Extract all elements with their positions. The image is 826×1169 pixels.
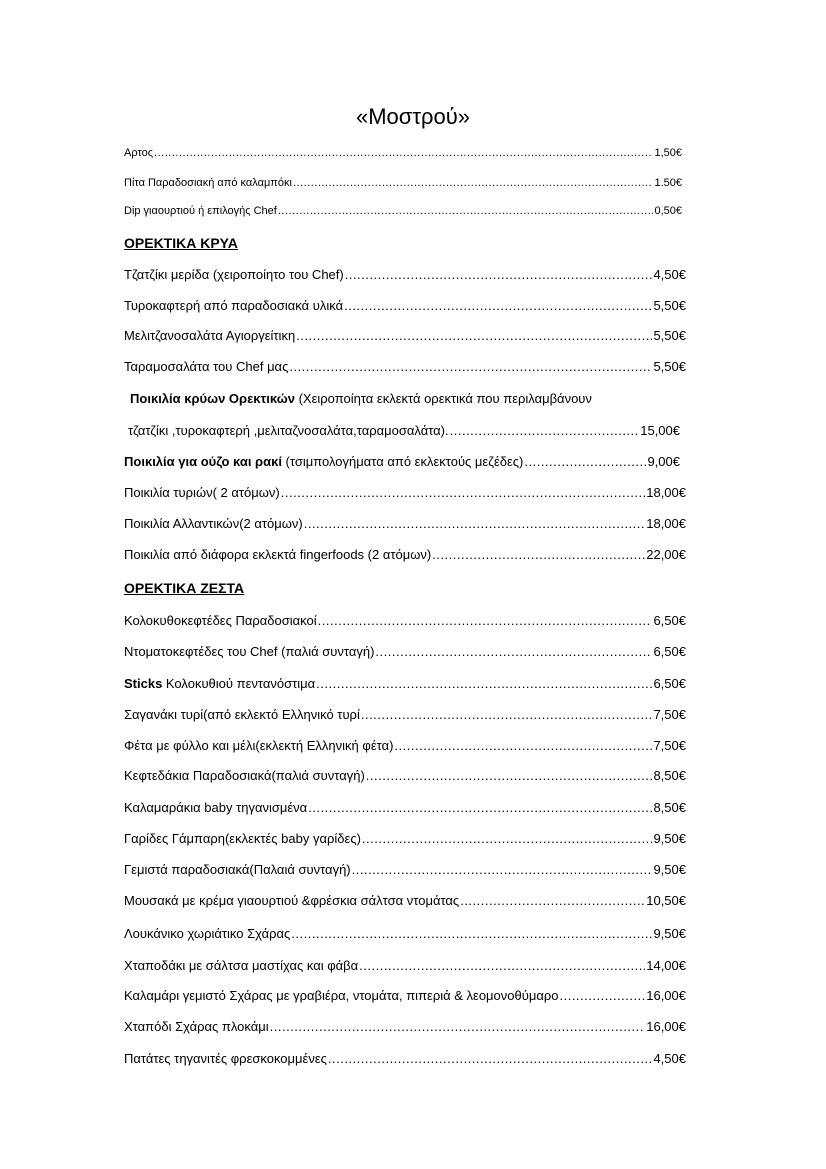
menu-title: «Μοστρού» <box>355 104 471 129</box>
menu-item <box>124 925 686 943</box>
item-price: 5,50€ <box>653 298 686 313</box>
menu-item <box>124 546 686 564</box>
item-name: Αρτος <box>124 147 154 159</box>
leader-dots <box>154 145 653 161</box>
menu-item <box>124 327 686 345</box>
menu-item <box>124 175 682 191</box>
leader-dots <box>291 925 652 943</box>
leader-dots <box>352 861 653 879</box>
item-price: 4,50€ <box>653 267 686 282</box>
leader-dots <box>316 675 652 693</box>
menu-item <box>124 830 686 848</box>
item-name <box>124 453 523 471</box>
leader-dots <box>450 422 640 440</box>
item-name: Τζατζίκι μερίδα (χειροποίητο του Chef) <box>124 267 344 282</box>
menu-item <box>124 358 686 376</box>
item-name: Καλαμάρι γεμιστό Σχάρας με γραβιέρα, ντομάτα, πιπεριά & λεομονοθύμαρο <box>124 988 559 1003</box>
item-name: Ποικιλία Αλλαντικών(2 ατόμων) <box>124 516 303 531</box>
item-price: 22,00€ <box>646 547 686 562</box>
menu-item <box>124 297 686 315</box>
menu-item <box>124 799 686 817</box>
item-price: 5,50€ <box>653 328 686 343</box>
item-name: Γαρίδες Γάμπαρη(εκλεκτές baby γαρίδες) <box>124 831 361 846</box>
menu-item <box>124 145 682 161</box>
leader-dots <box>304 515 646 533</box>
item-name: Μελιτζανοσαλάτα Αγιοργείτικη <box>124 328 296 343</box>
leader-dots <box>375 643 652 661</box>
item-name: Φέτα με φύλλο και μέλι(εκλεκτή Ελληνική φέτα) <box>124 738 394 753</box>
item-name: Ταραμοσαλάτα του Chef μας <box>124 359 289 374</box>
menu-item <box>124 737 686 755</box>
item-price: 6,50€ <box>653 644 686 659</box>
item-price: 6,50€ <box>653 613 686 628</box>
leader-dots <box>394 737 652 755</box>
item-price: 9,50€ <box>653 831 686 846</box>
leader-dots <box>345 266 653 284</box>
item-price: 0,50€ <box>654 205 682 217</box>
item-price: 14,00€ <box>646 958 686 973</box>
item-name: Μουσακά με κρέμα γιαουρτιού &φρέσκια σάλτσα ντομάτας <box>124 893 460 908</box>
menu-item <box>124 861 686 879</box>
leader-dots <box>328 1050 653 1068</box>
item-name: Γεμιστά παραδοσιακά(Παλαιά συνταγή) <box>124 862 351 877</box>
item-name: Dip γιαουρτιού ή επιλογής Chef <box>124 205 277 217</box>
menu-item <box>128 422 680 440</box>
leader-dots <box>278 203 654 219</box>
leader-dots <box>318 612 653 630</box>
platter-description <box>130 390 592 408</box>
menu-item <box>124 706 686 724</box>
menu-item <box>124 675 686 693</box>
section-heading-cold: ΟΡΕΚΤΙΚΑ ΚΡΥΑ <box>124 235 238 251</box>
item-price: 16,00€ <box>646 988 686 1003</box>
menu-item <box>124 203 682 219</box>
leader-dots <box>361 706 653 724</box>
leader-dots <box>296 327 652 345</box>
item-price: 7,50€ <box>653 707 686 722</box>
item-name: Χταποδάκι με σάλτσα μαστίχας και φάβα <box>124 958 359 973</box>
item-price: 9,50€ <box>653 926 686 941</box>
item-price: 9,50€ <box>653 862 686 877</box>
menu-item <box>124 484 686 502</box>
leader-dots <box>289 358 652 376</box>
item-name-rest: Κολοκυθιού πεντανόστιμα <box>162 676 316 691</box>
item-price: 5,50€ <box>653 359 686 374</box>
item-name: Ντοματοκεφτέδες του Chef (παλιά συνταγή) <box>124 644 375 659</box>
item-price: 8,50€ <box>653 800 686 815</box>
menu-item <box>124 892 686 910</box>
item-price: 4,50€ <box>653 1051 686 1066</box>
leader-dots <box>359 957 645 975</box>
item-price: 1,50€ <box>654 147 682 159</box>
menu-item <box>124 266 686 284</box>
item-price: 1.50€ <box>654 177 682 189</box>
leader-dots <box>281 484 646 502</box>
item-price: 7,50€ <box>653 738 686 753</box>
leader-dots <box>559 987 645 1005</box>
menu-item <box>124 612 686 630</box>
leader-dots <box>344 297 652 315</box>
item-name: Πατάτες τηγανιτές φρεσκοκομμένες <box>124 1051 327 1066</box>
item-price: 8,50€ <box>653 768 686 783</box>
item-price: 9,00€ <box>647 454 680 469</box>
item-name-rest: (τσιμπολογήματα από εκλεκτούς μεζέδες) <box>281 454 524 469</box>
leader-dots <box>293 175 654 191</box>
leader-dots <box>270 1018 646 1036</box>
item-name: Τυροκαφτερή από παραδοσιακά υλικά <box>124 298 344 313</box>
leader-dots <box>366 767 653 785</box>
item-name-bold: Sticks <box>124 676 163 691</box>
item-name: Σαγανάκι τυρί(από εκλεκτό Ελληνικό τυρί <box>124 707 360 722</box>
leader-dots <box>362 830 653 848</box>
item-name: Κολοκυθοκεφτέδες Παραδοσιακοί <box>124 613 317 628</box>
item-name: Ποικιλία από διάφορα εκλεκτά fingerfoods (2 ατόμων) <box>124 547 432 562</box>
platter-description-text: (Χειροποίητα εκλεκτά ορεκτικά που περιλαμβάνουν <box>294 391 592 406</box>
item-name: Κεφτεδάκια Παραδοσιακά(παλιά συνταγή) <box>124 768 365 783</box>
leader-dots <box>524 453 646 471</box>
menu-item <box>124 767 686 785</box>
item-name-bold: Ποικιλία για ούζο και ρακί <box>124 454 282 469</box>
menu-item <box>124 1018 686 1036</box>
item-name <box>124 675 315 693</box>
item-name: Ποικιλία τυριών( 2 ατόμων) <box>124 485 280 500</box>
item-price: 18,00€ <box>646 485 686 500</box>
item-name: Χταπόδι Σχάρας πλοκάμι <box>124 1019 269 1034</box>
section-heading-hot: ΟΡΕΚΤΙΚΑ ΖΕΣΤΑ <box>124 580 245 596</box>
menu-item <box>124 515 686 533</box>
item-price: 10,50€ <box>646 893 686 908</box>
item-price: 15,00€ <box>640 423 680 438</box>
menu-item <box>124 1050 686 1068</box>
menu-item <box>124 643 686 661</box>
item-price: 16,00€ <box>646 1019 686 1034</box>
item-price: 18,00€ <box>646 516 686 531</box>
leader-dots <box>432 546 645 564</box>
item-price: 6,50€ <box>653 676 686 691</box>
item-name: Λουκάνικο χωριάτικο Σχάρας <box>124 926 291 941</box>
item-name: Καλαμαράκια baby τηγανισμένα <box>124 800 308 815</box>
menu-item <box>124 453 680 471</box>
platter-name: Ποικιλία κρύων Ορεκτικών <box>130 391 295 406</box>
item-name: τζατζίκι ,τυροκαφτερή ,μελιταζνοσαλάτα,ταραμοσαλάτα). <box>128 423 449 438</box>
leader-dots <box>460 892 645 910</box>
leader-dots <box>308 799 652 817</box>
menu-item <box>124 957 686 975</box>
menu-item <box>124 987 686 1005</box>
item-name: Πίτα Παραδοσιακή από καλαμπόκι <box>124 177 292 189</box>
